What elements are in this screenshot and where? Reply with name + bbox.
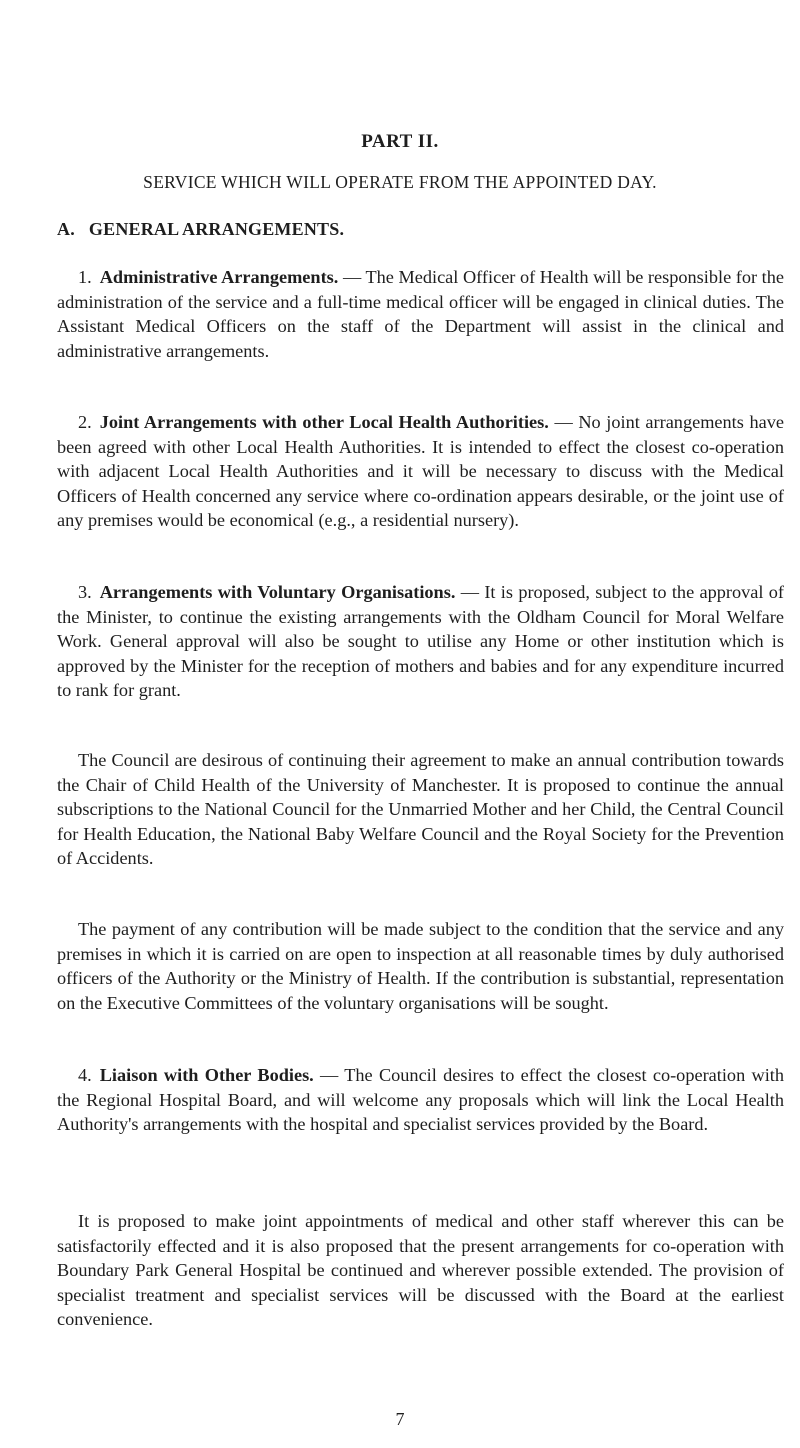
paragraph-number: 1. bbox=[78, 267, 92, 287]
paragraph-voluntary-organisations bbox=[57, 580, 784, 703]
paragraph-number: 2. bbox=[78, 412, 92, 432]
paragraph-lead: Liaison with Other Bodies. bbox=[99, 1065, 314, 1085]
section-title: GENERAL ARRANGEMENTS. bbox=[88, 219, 345, 239]
part-title: PART II. bbox=[361, 131, 439, 152]
paragraph-number: 3. bbox=[78, 582, 92, 602]
paragraph-body: — No joint arrangements have been agreed with other Local Health Authorities. It is intended to effect the closest co-operation with adjacent Local Health Authorities and it will be necessary to discuss with the Medical Officers of Health concerned any service where co-ordination appears desirable, or the joint use of any premises would be economical (e.g., a residential nursery). bbox=[57, 412, 784, 530]
paragraph-payment-conditions: The payment of any contribution will be made subject to the condition that the service and any premises in which it is carried on are open to inspection at all reasonable times by duly authorised officers of the Authority or the Ministry of Health. If the contribution is substantial, representation on the Executive Committees of the voluntary organisations will be sought. bbox=[57, 919, 784, 1013]
section-letter: A. bbox=[57, 219, 75, 239]
paragraph-joint-appointments: It is proposed to make joint appointments of medical and other staff wherever this can be satisfactorily effected and it is also proposed that the present arrangements for co-operation with Boundary Park General Hospital be continued and wherever possible extended. The provision of specialist treatment and specialist services will be discussed with the Board at the earliest convenience. bbox=[57, 1211, 784, 1329]
paragraph-council-contributions: The Council are desirous of continuing their agreement to make an annual contribution towards the Chair of Child Health of the University of Manchester. It is proposed to continue the annual subscriptions to the National Council for the Unmarried Mother and her Child, the Central Council for Health Education, the National Baby Welfare Council and the Royal Society for the Prevention of Accidents. bbox=[57, 750, 784, 868]
paragraph-joint-arrangements bbox=[57, 410, 784, 533]
paragraph-lead: Joint Arrangements with other Local Health Authorities. bbox=[99, 412, 549, 432]
section-heading bbox=[57, 219, 344, 240]
paragraph-administrative-arrangements bbox=[57, 265, 784, 363]
paragraph-lead: Administrative Arrangements. bbox=[99, 267, 339, 287]
service-title: SERVICE WHICH WILL OPERATE FROM THE APPOINTED DAY. bbox=[143, 172, 657, 192]
paragraph-number: 4. bbox=[78, 1065, 92, 1085]
paragraph-body: — The Council desires to effect the closest co-operation with the Regional Hospital Board, and will welcome any proposals which will link the Local Health Authority's arrangements with the hospital and specialist services provided by the Board. bbox=[57, 1065, 784, 1134]
paragraph-body: — The Medical Officer of Health will be responsible for the administration of the service and a full-time medical officer will be engaged in clinical duties. The Assistant Medical Officers on the staff of the Department will assist in the clinical and administrative arrangements. bbox=[57, 267, 784, 361]
paragraph-body: — It is proposed, subject to the approval of the Minister, to continue the existing arrangements with the Oldham Council for Moral Welfare Work. General approval will also be sought to utilise any Home or other institution which is approved by the Minister for the reception of mothers and babies and for any expenditure incurred to rank for grant. bbox=[57, 582, 784, 700]
paragraph-lead: Arrangements with Voluntary Organisations. bbox=[99, 582, 456, 602]
page-number: 7 bbox=[395, 1409, 405, 1429]
paragraph-liaison-other-bodies bbox=[57, 1063, 784, 1137]
